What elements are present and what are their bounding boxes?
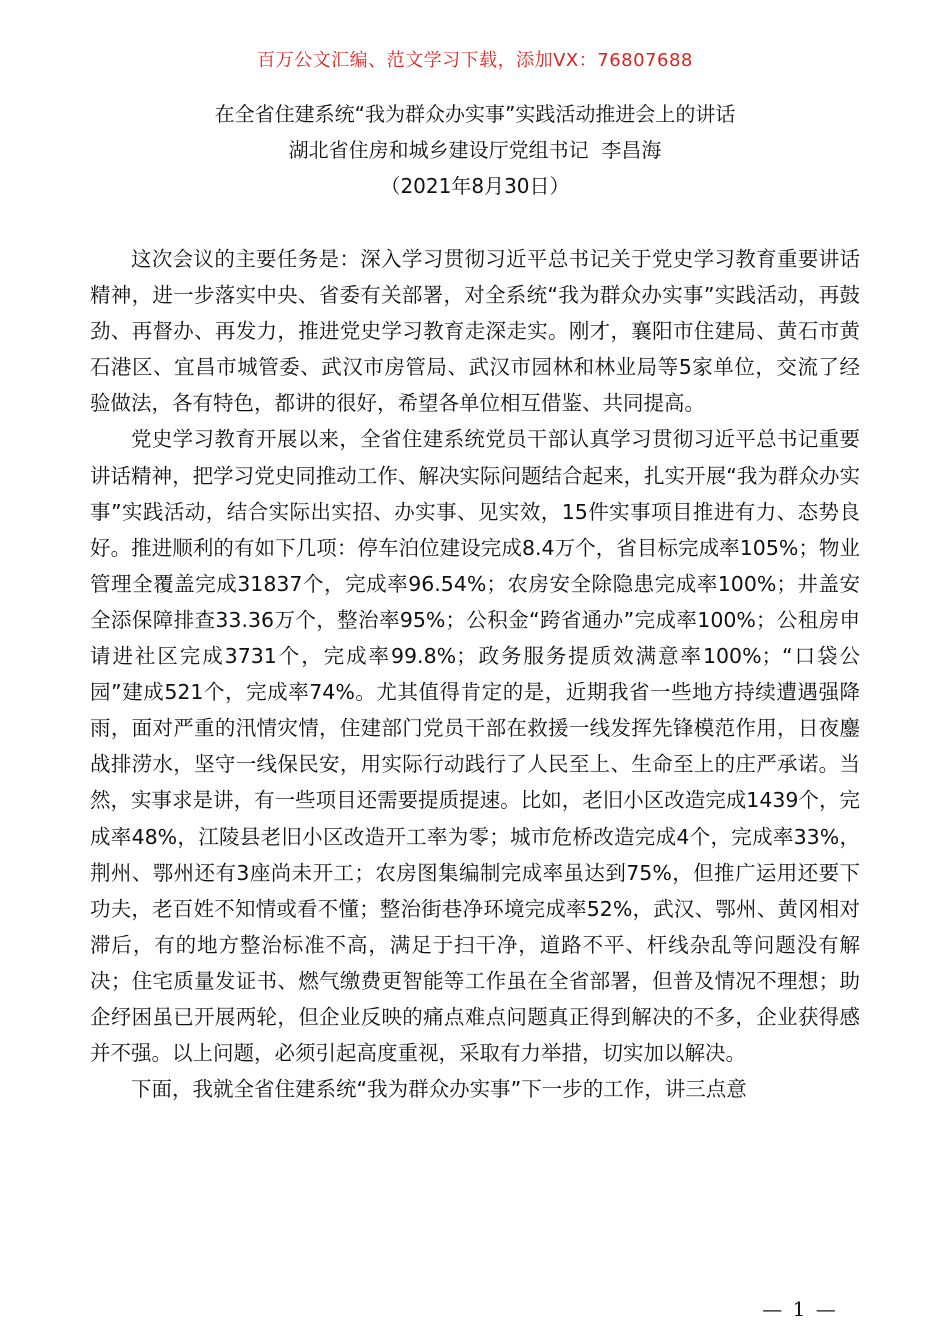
body-paragraph-2: 党史学习教育开展以来，全省住建系统党员干部认真学习贯彻习近平总书记重要讲话精神，把学习党史同推动工作、解决实际问题结合起来，扎实开展“我为群众办实事”实践活动，结合实际出实招、办实事、见实效，15件实事项目推进有力、态势良好。推进顺利的有如下几项：停车泊位建设完成8.4万个，省目标完成率105%；物业管理全覆盖完成31837个，完成率96.54%；农房安全除隐患完成率100%；井盖安全添保障排查33.36万个，整治率95%；公积金“跨省通办”完成率100%；公租房申请进社区完成3731个，完成率99.8%；政务服务提质效满意率100%；“口袋公园”建成521个，完成率74%。尤其值得肯定的是，近期我省一些地方持续遭遇强降雨，面对严重的汛情灾情，住建部门党员干部在救援一线发挥先锋模范作用，日夜鏖战排涝水，坚守一线保民安，用实际行动践行了人民至上、生命至上的庄严承诺。当然，实事求是讲，有一些项目还需要提质提速。比如，老旧小区改造完成1439个，完成率48%，江陵县老旧小区改造开工率为零；城市危桥改造完成4个，完成率33%，荆州、鄂州还有3座尚未开工；农房图集编制完成率虽达到75%，但推广运用还要下功夫，老百姓不知情或看不懂；整治街巷净环境完成率52%，武汉、鄂州、黄冈相对滞后，有的地方整治标准不高，满足于扫干净，道路不平、杆线杂乱等问题没有解决；住宅质量发证书、燃气缴费更智能等工作虽在全省部署，但普及情况不理想；助企纾困虽已开展两轮，但企业反映的痛点难点问题真正得到解决的不多，企业获得感并不强。以上问题，必须引起高度重视，采取有力举措，切实加以解决。 bbox=[90, 427, 860, 1066]
watermark-text: 百万公文汇编、范文学习下载，添加VX：76807688 bbox=[257, 50, 693, 71]
body-paragraph-3: 下面，我就全省住建系统“我为群众办实事”下一步的工作，讲三点意 bbox=[131, 1077, 747, 1102]
speaker-line: 湖北省住房和城乡建设厅党组书记 李昌海 bbox=[288, 138, 662, 162]
body-paragraph-1: 这次会议的主要任务是：深入学习贯彻习近平总书记关于党史学习教育重要讲话精神，进一步落实中央、省委有关部署，对全系统“我为群众办实事”实践活动，再鼓劲、再督办、再发力，推进党史学习教育走深走实。刚才，襄阳市住建局、黄石市黄石港区、宜昌市城管委、武汉市房管局、武汉市园林和林业局等5家单位，交流了经验做法，各有特色，都讲的很好，希望各单位相互借鉴、共同提高。 bbox=[90, 247, 860, 416]
title-block bbox=[0, 96, 950, 204]
page-number: — 1 — bbox=[762, 1297, 838, 1321]
speech-title: 在全省住建系统“我为群众办实事”实践活动推进会上的讲话 bbox=[214, 102, 736, 126]
speech-date: （2021年8月30日） bbox=[380, 174, 570, 198]
document-body bbox=[90, 241, 860, 1107]
